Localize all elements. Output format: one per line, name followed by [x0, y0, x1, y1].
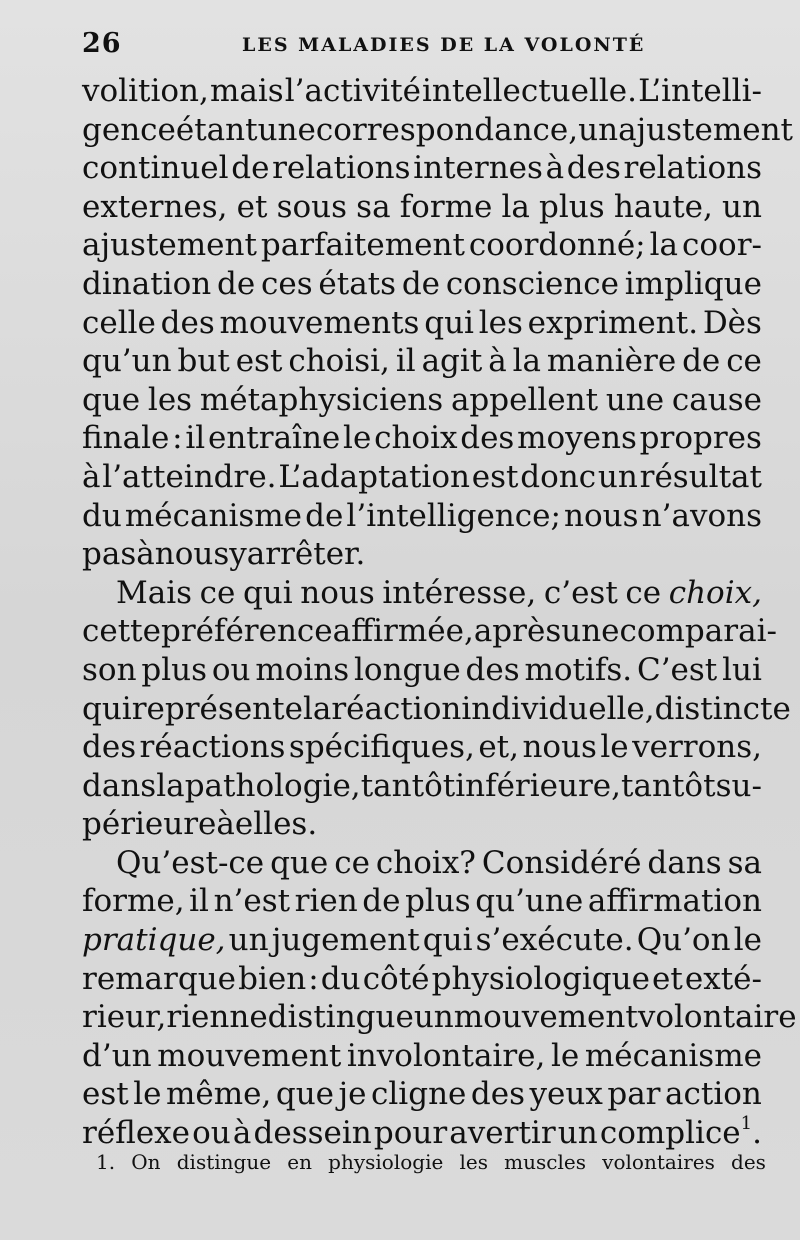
word: un: [557, 1115, 598, 1152]
word: de: [401, 265, 441, 302]
word: sa: [356, 188, 391, 225]
word: pas: [82, 536, 137, 573]
word: l’intelligence;: [346, 497, 561, 534]
word: elles.: [234, 806, 318, 843]
footnote-word: muscles: [504, 1150, 586, 1174]
word: sa: [727, 844, 762, 881]
word: ne: [229, 999, 268, 1036]
word: cette: [82, 613, 161, 650]
word: affirmation: [587, 883, 762, 920]
word: propres: [639, 420, 762, 457]
word: est: [82, 1076, 129, 1113]
word: ce: [726, 343, 762, 380]
word: son: [82, 651, 137, 688]
word: choisi,: [288, 343, 390, 380]
word: rieur,: [82, 999, 167, 1036]
word: lui: [722, 651, 762, 688]
word: je: [338, 1076, 367, 1113]
word: involontaire,: [346, 1037, 546, 1074]
word: y: [229, 536, 247, 573]
word: forme: [399, 188, 493, 225]
word: l’activité: [284, 73, 421, 109]
word: distincte: [654, 690, 791, 727]
word: mouvements: [219, 304, 420, 341]
word: ajustement: [82, 227, 257, 264]
text-line: [82, 1075, 762, 1114]
word: résultat: [639, 458, 762, 495]
text-line: [82, 882, 762, 921]
word: un: [578, 111, 619, 148]
word: Qu’on: [636, 922, 731, 959]
word: mais: [209, 73, 284, 109]
word: qu’un: [82, 343, 172, 380]
word: appellent: [450, 381, 599, 418]
word: physiologique: [431, 960, 650, 997]
word: :: [308, 960, 319, 997]
word: le: [343, 420, 372, 457]
word: c’est: [543, 574, 618, 611]
word: ou: [192, 1115, 231, 1152]
text-line: [82, 72, 762, 111]
word: ou: [211, 651, 251, 688]
word: réactions: [139, 729, 286, 766]
page-header: [82, 28, 762, 68]
word: à: [488, 343, 507, 380]
word: nous: [154, 536, 230, 573]
word: rien: [166, 999, 230, 1036]
word: remarque: [82, 960, 237, 997]
word: externes,: [82, 188, 228, 225]
word: mouvement: [157, 1037, 342, 1074]
word: sous: [276, 188, 348, 225]
word: qui: [82, 690, 132, 727]
word: l’atteindre.: [102, 458, 277, 495]
text-line: [82, 188, 762, 227]
word: action: [665, 1076, 762, 1113]
word: que: [82, 381, 141, 418]
word: et,: [478, 729, 519, 766]
word: à: [82, 458, 101, 495]
footnote-word: 1.: [96, 1150, 116, 1174]
word: relations: [272, 150, 411, 187]
word: des: [470, 1076, 526, 1113]
footnote-word: des: [731, 1150, 766, 1174]
word: correspondance,: [315, 111, 579, 148]
word: volition,: [82, 73, 209, 109]
word: à: [545, 150, 565, 187]
word: plus: [141, 651, 208, 688]
word: la: [649, 227, 679, 264]
word: mouvement: [453, 999, 638, 1036]
word: relations: [623, 150, 762, 187]
word: à: [216, 806, 235, 843]
word: le: [733, 922, 762, 959]
word: qui: [242, 574, 293, 611]
word: à: [232, 1115, 252, 1152]
word: volontaire: [637, 999, 797, 1036]
word: tantôt: [621, 767, 716, 804]
word: Considéré: [481, 844, 642, 881]
word: longue: [354, 651, 461, 688]
word: s’exécute.: [475, 922, 634, 959]
word: dans: [647, 844, 722, 881]
word: cligne: [371, 1076, 467, 1113]
footnote-word: distingue: [176, 1150, 272, 1174]
word: à: [136, 536, 155, 573]
word: choix?: [375, 844, 476, 881]
word: spécifiques,: [288, 729, 475, 766]
word: des: [465, 651, 520, 688]
text-line: [82, 767, 762, 806]
word: le: [550, 1037, 580, 1074]
word: individuelle,: [461, 690, 655, 727]
text-line: [82, 265, 762, 304]
word: :: [172, 420, 183, 457]
word: ce: [625, 574, 662, 611]
text-line: [82, 728, 762, 767]
text-line: [82, 651, 762, 690]
word: un: [228, 922, 269, 959]
word: réaction: [331, 690, 462, 727]
word: forme,: [82, 883, 185, 920]
word: la: [501, 188, 530, 225]
word: affirmée,: [332, 613, 474, 650]
word: le: [600, 729, 629, 766]
word: et: [236, 188, 268, 225]
word: il: [189, 883, 209, 920]
word: nous: [522, 729, 597, 766]
text-line: [82, 574, 762, 613]
text-line: [82, 111, 793, 150]
word: donc: [520, 458, 597, 495]
word: L’intelli-: [638, 73, 762, 109]
text-line: [82, 497, 762, 536]
word: même,: [166, 1076, 272, 1113]
word: continuel: [82, 150, 229, 187]
word: moins: [255, 651, 350, 688]
word: les: [147, 381, 193, 418]
word: pratique,: [82, 922, 226, 959]
word: manière: [546, 343, 677, 380]
word: la: [302, 690, 332, 727]
text-line: [82, 419, 762, 458]
text-line: [82, 690, 791, 729]
word: internes: [413, 150, 543, 187]
word: haute,: [613, 188, 713, 225]
text-line: [82, 535, 762, 574]
word: par: [607, 1076, 661, 1113]
word: de: [305, 497, 344, 534]
word: représente: [131, 690, 303, 727]
text-line: [82, 458, 762, 497]
footnote-word: On: [131, 1150, 161, 1174]
word: du: [82, 497, 122, 534]
word: expriment.: [527, 304, 699, 341]
word: mécanisme: [124, 497, 303, 534]
word: il: [185, 420, 206, 457]
footnote-ref: 1: [740, 1113, 753, 1135]
text-line: [82, 612, 777, 651]
word: et: [652, 960, 683, 997]
word: yeux: [529, 1076, 603, 1113]
word: nous: [300, 574, 375, 611]
word: des: [566, 150, 621, 187]
word: un: [597, 458, 638, 495]
word: nous: [564, 497, 639, 534]
word: des: [460, 420, 515, 457]
word: tantôt: [360, 767, 456, 804]
word: de: [362, 883, 401, 920]
word: une: [257, 111, 316, 148]
word: qu’une: [475, 883, 584, 920]
word: de: [231, 150, 270, 187]
word: d’un: [82, 1037, 152, 1074]
word: du: [320, 960, 361, 997]
word: étant: [175, 111, 258, 148]
word: comparai-: [619, 613, 777, 650]
word: C’est: [636, 651, 718, 688]
word: entraîne: [207, 420, 341, 457]
word: ce: [334, 844, 370, 881]
word: cause: [671, 381, 762, 418]
word: distingue: [267, 999, 414, 1036]
word: parfaitement: [260, 227, 465, 264]
word: inférieure,: [455, 767, 621, 804]
word: la: [512, 343, 541, 380]
text-line: [82, 149, 762, 188]
word: dination: [82, 265, 212, 302]
word: Qu’est-ce: [116, 844, 265, 881]
word: un: [413, 999, 454, 1036]
word: verrons,: [632, 729, 762, 766]
word: réflexe: [82, 1115, 191, 1152]
word: des: [82, 729, 137, 766]
word: rien: [294, 883, 358, 920]
word: est: [235, 343, 283, 380]
word: exté-: [684, 960, 762, 997]
word: celle: [82, 304, 156, 341]
word: un: [722, 188, 762, 225]
text-line: [82, 381, 762, 420]
text-line: [82, 226, 762, 265]
word: est: [471, 458, 519, 495]
word: pathologie,: [184, 767, 361, 804]
word: le: [133, 1076, 162, 1113]
text-line: [82, 805, 762, 844]
word: su-: [715, 767, 762, 804]
word: pour: [373, 1115, 448, 1152]
word: arrêter.: [246, 536, 366, 573]
word: préférence: [160, 613, 333, 650]
word: finale: [82, 420, 170, 457]
word: implique: [624, 265, 762, 302]
word: il: [395, 343, 416, 380]
word: L’adaptation: [278, 458, 470, 495]
word: motifs.: [524, 651, 633, 688]
footnote-word: en: [287, 1150, 312, 1174]
word: avertir: [449, 1115, 556, 1152]
word: que: [275, 1076, 335, 1113]
word: jugement: [271, 922, 420, 959]
text-line: [82, 998, 797, 1037]
running-title: LES MALADIES DE LA VOLONTÉ: [242, 34, 646, 56]
word: gence: [82, 111, 176, 148]
word: choix,: [668, 574, 762, 611]
word: après: [473, 613, 562, 650]
word: agit: [421, 343, 483, 380]
word: que: [270, 844, 329, 881]
word: coordonné;: [468, 227, 646, 264]
text-line: [82, 342, 762, 381]
text-line: [82, 960, 762, 999]
word: plus: [405, 883, 471, 920]
word: intellectuelle.: [421, 73, 638, 109]
word: coor-: [682, 227, 762, 264]
word: une: [561, 613, 620, 650]
word: états: [318, 265, 397, 302]
word: qui: [422, 922, 473, 959]
word: but: [177, 343, 230, 380]
word: ce: [199, 574, 236, 611]
footnote-word: les: [459, 1150, 488, 1174]
page-number: 26: [82, 28, 122, 59]
footnote-word: physiologie: [328, 1150, 444, 1174]
word: métaphysiciens: [199, 381, 444, 418]
word: la: [156, 767, 185, 804]
text-line: [82, 304, 762, 343]
word: qui: [424, 304, 474, 341]
word: n’avons: [641, 497, 762, 534]
word: des: [160, 304, 215, 341]
word: périeure: [82, 806, 217, 843]
word: intéresse,: [382, 574, 537, 611]
body-text: [82, 72, 797, 1153]
text-line: [82, 844, 762, 883]
word: plus: [539, 188, 605, 225]
word: mécanisme: [584, 1037, 762, 1074]
word: ces: [260, 265, 313, 302]
word: dans: [82, 767, 157, 804]
word: dessein: [253, 1115, 372, 1152]
word: Dès: [702, 304, 762, 341]
word: moyens: [517, 420, 637, 457]
word: conscience: [445, 265, 620, 302]
word: de: [682, 343, 721, 380]
text-line: [82, 1037, 762, 1076]
word: une: [605, 381, 665, 418]
word: ajustement: [618, 111, 793, 148]
word: les: [478, 304, 523, 341]
text-line: [82, 921, 762, 960]
word: bien: [238, 960, 307, 997]
word: Mais: [116, 574, 193, 611]
footnote: [96, 1150, 766, 1174]
word: côté: [362, 960, 430, 997]
word: de: [217, 265, 256, 302]
text-line: [82, 1114, 762, 1153]
footnote-word: volontaires: [602, 1150, 715, 1174]
word: choix: [374, 420, 458, 457]
word: complice$^1$.: [599, 1113, 762, 1152]
word: n’est: [213, 883, 291, 920]
